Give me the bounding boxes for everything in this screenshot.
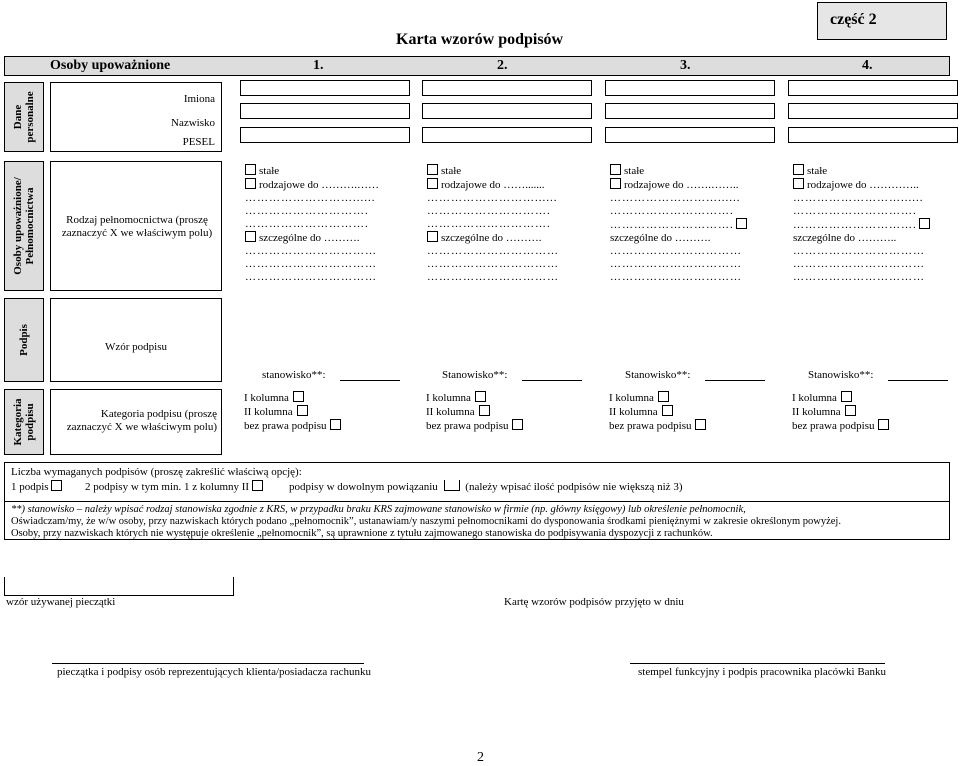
- position-label-1: stanowisko**:: [262, 369, 326, 381]
- category-column-ii-label-2: II kolumna: [426, 406, 475, 418]
- option-generic-checkbox-2[interactable]: [427, 178, 438, 189]
- option-permanent-2[interactable]: [427, 164, 587, 178]
- option-permanent-checkbox-2[interactable]: [427, 164, 438, 175]
- category-no-signing-right-label-3: bez prawa podpisu: [609, 420, 692, 432]
- dotted-line-4-3: [610, 245, 770, 258]
- header-row-label: Osoby upoważnione: [50, 58, 171, 73]
- dotted-line-6-1: [245, 271, 405, 284]
- input-pesel-4[interactable]: [788, 127, 958, 143]
- dotted-line-3-1: [245, 218, 405, 231]
- field-label-surname: Nazwisko: [171, 117, 215, 129]
- signature-box-4[interactable]: [788, 298, 948, 368]
- dotted-line-4-2: [427, 245, 587, 258]
- input-surname-1[interactable]: [240, 103, 410, 119]
- category-column-4: [792, 391, 892, 433]
- option-specific-checkbox-2[interactable]: [427, 231, 438, 242]
- option-specific-text-2: szczególne do ……….: [441, 232, 542, 244]
- category-column-ii-checkbox-4[interactable]: [845, 405, 856, 416]
- input-surname-4[interactable]: [788, 103, 958, 119]
- category-column-i-label-2: I kolumna: [426, 392, 471, 404]
- option-specific-text-4: szczególne do ………..: [793, 232, 897, 244]
- position-label-4: Stanowisko**:: [808, 369, 874, 381]
- required-option-2-checkbox[interactable]: [252, 480, 263, 491]
- dotted-line-6-2: [427, 271, 587, 284]
- dotted-line-4-text-2: ……………………………: [427, 245, 559, 257]
- input-pesel-1[interactable]: [240, 127, 410, 143]
- category-column-i-1[interactable]: [244, 391, 344, 405]
- option-generic-4[interactable]: [793, 178, 953, 192]
- option-generic-text-2: rodzajowe do …….......: [441, 179, 545, 191]
- dotted-line-3-text-2: ………………………….: [427, 218, 551, 230]
- section-signature-side: [4, 298, 44, 382]
- section-authorization-title: Osoby upoważnione/ Pełnomocnictwa: [12, 177, 36, 275]
- option-permanent-checkbox-1[interactable]: [245, 164, 256, 175]
- dotted-line-6-4: [793, 271, 953, 284]
- position-line-2: [522, 380, 582, 381]
- dotted-line-4-1: [245, 245, 405, 258]
- option-specific-checkbox-1[interactable]: [245, 231, 256, 242]
- section-personal-title: Dane personalne: [12, 91, 36, 143]
- option-specific-1[interactable]: [245, 231, 405, 245]
- dotted-line-2-text-2: ………………………….: [427, 205, 551, 217]
- signature-box-1[interactable]: [240, 298, 400, 368]
- category-label-box: [50, 389, 222, 455]
- option-generic-3[interactable]: [610, 178, 770, 192]
- dotted-line-6-text-4: ……………………………: [793, 271, 925, 283]
- option-generic-checkbox-3[interactable]: [610, 178, 621, 189]
- dotted-line-6-text-3: ……………………………: [610, 271, 742, 283]
- category-column-i-checkbox-2[interactable]: [475, 391, 486, 402]
- column-number-4: 4.: [862, 58, 873, 73]
- required-option-2[interactable]: [85, 480, 266, 493]
- option-permanent-text-1: stałe: [259, 165, 280, 177]
- section-personal-side: [4, 82, 44, 152]
- signature-box-3[interactable]: [605, 298, 765, 368]
- option-specific-text-1: szczególne do ……….: [259, 232, 360, 244]
- dotted-line-3-3: [610, 218, 770, 232]
- option-generic-1[interactable]: [245, 178, 405, 192]
- dotted-line-3-text-3: ………………………….: [610, 219, 734, 231]
- option-specific-4[interactable]: [793, 232, 953, 245]
- dotted-line-1-text-4: ………………………......: [793, 192, 924, 204]
- personal-label-box: [50, 82, 222, 152]
- position-label-2: Stanowisko**:: [442, 369, 508, 381]
- option-generic-text-1: rodzajowe do ……….……: [259, 179, 380, 191]
- category-column-i-checkbox-4[interactable]: [841, 391, 852, 402]
- input-pesel-3[interactable]: [605, 127, 775, 143]
- authorization-label-box: [50, 161, 222, 291]
- category-column-ii-label-1: II kolumna: [244, 406, 293, 418]
- dotted-line-4-text-3: ……………………………: [610, 245, 742, 257]
- stamp-area-left-edge: [4, 577, 5, 595]
- required-count-field[interactable]: [444, 480, 460, 491]
- section-category-side: [4, 389, 44, 455]
- category-no-signing-right-2[interactable]: [426, 419, 526, 433]
- category-column-ii-2[interactable]: [426, 405, 526, 419]
- dotted-line-1-text-3: ………………………......: [610, 192, 741, 204]
- input-surname-3[interactable]: [605, 103, 775, 119]
- category-no-signing-right-label-2: bez prawa podpisu: [426, 420, 509, 432]
- authorization-column-2: [427, 164, 587, 284]
- option-permanent-3[interactable]: [610, 164, 770, 178]
- option-generic-checkbox-4[interactable]: [793, 178, 804, 189]
- category-column-ii-label-3: II kolumna: [609, 406, 658, 418]
- dotted-line-4-text-4: ……………………………: [793, 245, 925, 257]
- option-specific-text-3: szczególne do ……….: [610, 232, 711, 244]
- option-generic-text-3: rodzajowe do …….……..: [624, 179, 739, 191]
- bank-signature-label: stempel funkcyjny i podpis pracownika placówki Banku: [638, 666, 887, 678]
- option-generic-2[interactable]: [427, 178, 587, 192]
- field-label-pesel: PESEL: [182, 136, 215, 148]
- part-label: część 2: [817, 2, 947, 40]
- category-no-signing-right-label-1: bez prawa podpisu: [244, 420, 327, 432]
- category-column-i-checkbox-1[interactable]: [293, 391, 304, 402]
- category-column-i-2[interactable]: [426, 391, 526, 405]
- option-permanent-text-2: stałe: [441, 165, 462, 177]
- signature-label: Wzór podpisu: [105, 341, 168, 353]
- position-line-1: [340, 380, 400, 381]
- category-column-i-3[interactable]: [609, 391, 709, 405]
- dotted-line-4-text-1: ……………………………: [245, 245, 377, 257]
- category-column-ii-checkbox-2[interactable]: [479, 405, 490, 416]
- section-category-title: Kategoria podpisu: [12, 398, 36, 446]
- dotted-line-6-text-2: ……………………………: [427, 271, 559, 283]
- category-no-signing-right-checkbox-4[interactable]: [878, 419, 889, 430]
- category-column-ii-label-4: II kolumna: [792, 406, 841, 418]
- category-no-signing-right-1[interactable]: [244, 419, 344, 433]
- required-option-1[interactable]: [11, 480, 65, 493]
- authorization-column-1: [245, 164, 405, 284]
- dotted-line-3-text-4: ………………………….: [793, 219, 917, 231]
- notes-box: [4, 502, 950, 540]
- required-signatures-box: [4, 462, 950, 502]
- signature-box-2[interactable]: [422, 298, 582, 368]
- option-permanent-checkbox-4[interactable]: [793, 164, 804, 175]
- position-line-4: [888, 380, 948, 381]
- dotted-line-2-text-3: ………………………….: [610, 205, 734, 217]
- column-number-3: 3.: [680, 58, 691, 73]
- category-no-signing-right-4[interactable]: [792, 419, 892, 433]
- input-first-names-1[interactable]: [240, 80, 410, 96]
- category-column-ii-1[interactable]: [244, 405, 344, 419]
- authorization-label: Rodzaj pełnomocnictwa (proszę zaznaczyć X we właściwym polu): [61, 214, 213, 239]
- dotted-line-5-text-1: ……………………………: [245, 258, 377, 270]
- category-no-signing-right-checkbox-1[interactable]: [330, 419, 341, 430]
- option-permanent-1[interactable]: [245, 164, 405, 178]
- dotted-line-5-1: [245, 258, 405, 271]
- persons-text: Osoby, przy nazwiskach których nie występuje określenie „pełnomocnik”, są uprawnione z tytułu zajmowanego stanowiska do podpisywania dyspozycji z rachunków.: [11, 528, 713, 539]
- category-column-1: [244, 391, 344, 433]
- required-option-1-checkbox[interactable]: [51, 480, 62, 491]
- category-column-3: [609, 391, 709, 433]
- required-option-3[interactable]: [289, 480, 682, 493]
- required-intro: Liczba wymaganych podpisów (proszę zakreślić właściwą opcję):: [11, 466, 302, 478]
- input-surname-2[interactable]: [422, 103, 592, 119]
- dotted-line-1-3: [610, 192, 770, 205]
- input-first-names-4[interactable]: [788, 80, 958, 96]
- client-signature-line: [52, 663, 364, 664]
- input-pesel-2[interactable]: [422, 127, 592, 143]
- field-label-first-names: Imiona: [183, 93, 215, 105]
- dotted-line-5-text-4: ……………………………: [793, 258, 925, 270]
- category-no-signing-right-checkbox-3[interactable]: [695, 419, 706, 430]
- dotted-line-5-4: [793, 258, 953, 271]
- category-column-i-label-1: I kolumna: [244, 392, 289, 404]
- required-option-3-note: (należy wpisać ilość podpisów nie większą niż 3): [465, 481, 683, 493]
- required-option-3-label: podpisy w dowolnym powiązaniu: [289, 481, 438, 493]
- dotted-line-1-1: [245, 192, 405, 205]
- dotted-line-5-3: [610, 258, 770, 271]
- option-permanent-text-4: stałe: [807, 165, 828, 177]
- category-column-ii-3[interactable]: [609, 405, 709, 419]
- position-line-3: [705, 380, 765, 381]
- page-number: 2: [477, 750, 484, 765]
- authorization-column-4: [793, 164, 953, 284]
- dotted-line-2-text-4: ………………………….: [793, 205, 917, 217]
- category-column-2: [426, 391, 526, 433]
- page-title: Karta wzorów podpisów: [396, 31, 564, 48]
- dotted-line-3-4: [793, 218, 953, 232]
- dotted-line-5-text-2: ……………………………: [427, 258, 559, 270]
- dotted-line-6-text-1: ……………………………: [245, 271, 377, 283]
- option-permanent-checkbox-3[interactable]: [610, 164, 621, 175]
- option-specific-checkbox-3[interactable]: [736, 218, 747, 229]
- category-label: Kategoria podpisu (proszę zaznaczyć X we właściwym polu): [66, 408, 217, 433]
- option-specific-checkbox-4[interactable]: [919, 218, 930, 229]
- required-option-2-label: 2 podpisy w tym min. 1 z kolumny II: [85, 481, 250, 493]
- dotted-line-2-4: [793, 205, 953, 218]
- category-no-signing-right-label-4: bez prawa podpisu: [792, 420, 875, 432]
- category-column-ii-4[interactable]: [792, 405, 892, 419]
- category-column-i-4[interactable]: [792, 391, 892, 405]
- category-no-signing-right-3[interactable]: [609, 419, 709, 433]
- stamp-area-right-edge: [233, 577, 234, 595]
- card-accepted-label: Kartę wzorów podpisów przyjęto w dniu: [504, 596, 684, 608]
- footnote-text: **) stanowisko – należy wpisać rodzaj stanowiska zgodnie z KRS, w przypadku braku KRS zajmowane stanowisko w firmie (np. główny księgowy) lub określenie pełnomocnik,: [11, 504, 746, 515]
- dotted-line-4-4: [793, 245, 953, 258]
- section-authorization-side: [4, 161, 44, 291]
- option-specific-3[interactable]: [610, 232, 770, 245]
- column-number-2: 2.: [497, 58, 508, 73]
- dotted-line-2-3: [610, 205, 770, 218]
- bank-signature-line: [630, 663, 885, 664]
- dotted-line-6-3: [610, 271, 770, 284]
- category-column-i-label-4: I kolumna: [792, 392, 837, 404]
- position-label-3: Stanowisko**:: [625, 369, 691, 381]
- dotted-line-5-text-3: ……………………………: [610, 258, 742, 270]
- dotted-line-1-text-2: ………………………......: [427, 192, 558, 204]
- category-column-ii-checkbox-1[interactable]: [297, 405, 308, 416]
- dotted-line-5-2: [427, 258, 587, 271]
- input-first-names-2[interactable]: [422, 80, 592, 96]
- authorization-column-3: [610, 164, 770, 284]
- option-permanent-4[interactable]: [793, 164, 953, 178]
- dotted-line-2-text-1: ………………………….: [245, 205, 369, 217]
- dotted-line-1-2: [427, 192, 587, 205]
- required-option-1-label: 1 podpis: [11, 481, 49, 493]
- option-permanent-text-3: stałe: [624, 165, 645, 177]
- dotted-line-1-text-1: ………………………......: [245, 192, 376, 204]
- section-signature-title: Podpis: [18, 324, 30, 356]
- input-first-names-3[interactable]: [605, 80, 775, 96]
- signature-label-box: [50, 298, 222, 382]
- client-signature-label: pieczątka i podpisy osób reprezentujących klienta/posiadacza rachunku: [57, 666, 371, 678]
- dotted-line-1-4: [793, 192, 953, 205]
- dotted-line-2-1: [245, 205, 405, 218]
- category-column-i-checkbox-3[interactable]: [658, 391, 669, 402]
- declaration-text: Oświadczam/my, że w/w osoby, przy nazwiskach których podano „pełnomocnik”, ustanawiam/y naszymi pełnomocnikami do dysponowania środkami pieniężnymi w zakresie określonym powyżej.: [11, 516, 841, 527]
- column-number-1: 1.: [313, 58, 324, 73]
- stamp-sample-label: wzór używanej pieczątki: [6, 596, 116, 608]
- dotted-line-3-text-1: ………………………….: [245, 218, 369, 230]
- category-column-i-label-3: I kolumna: [609, 392, 654, 404]
- category-column-ii-checkbox-3[interactable]: [662, 405, 673, 416]
- option-generic-text-4: rodzajowe do …………..: [807, 179, 919, 191]
- dotted-line-2-2: [427, 205, 587, 218]
- option-generic-checkbox-1[interactable]: [245, 178, 256, 189]
- option-specific-2[interactable]: [427, 231, 587, 245]
- category-no-signing-right-checkbox-2[interactable]: [512, 419, 523, 430]
- dotted-line-3-2: [427, 218, 587, 231]
